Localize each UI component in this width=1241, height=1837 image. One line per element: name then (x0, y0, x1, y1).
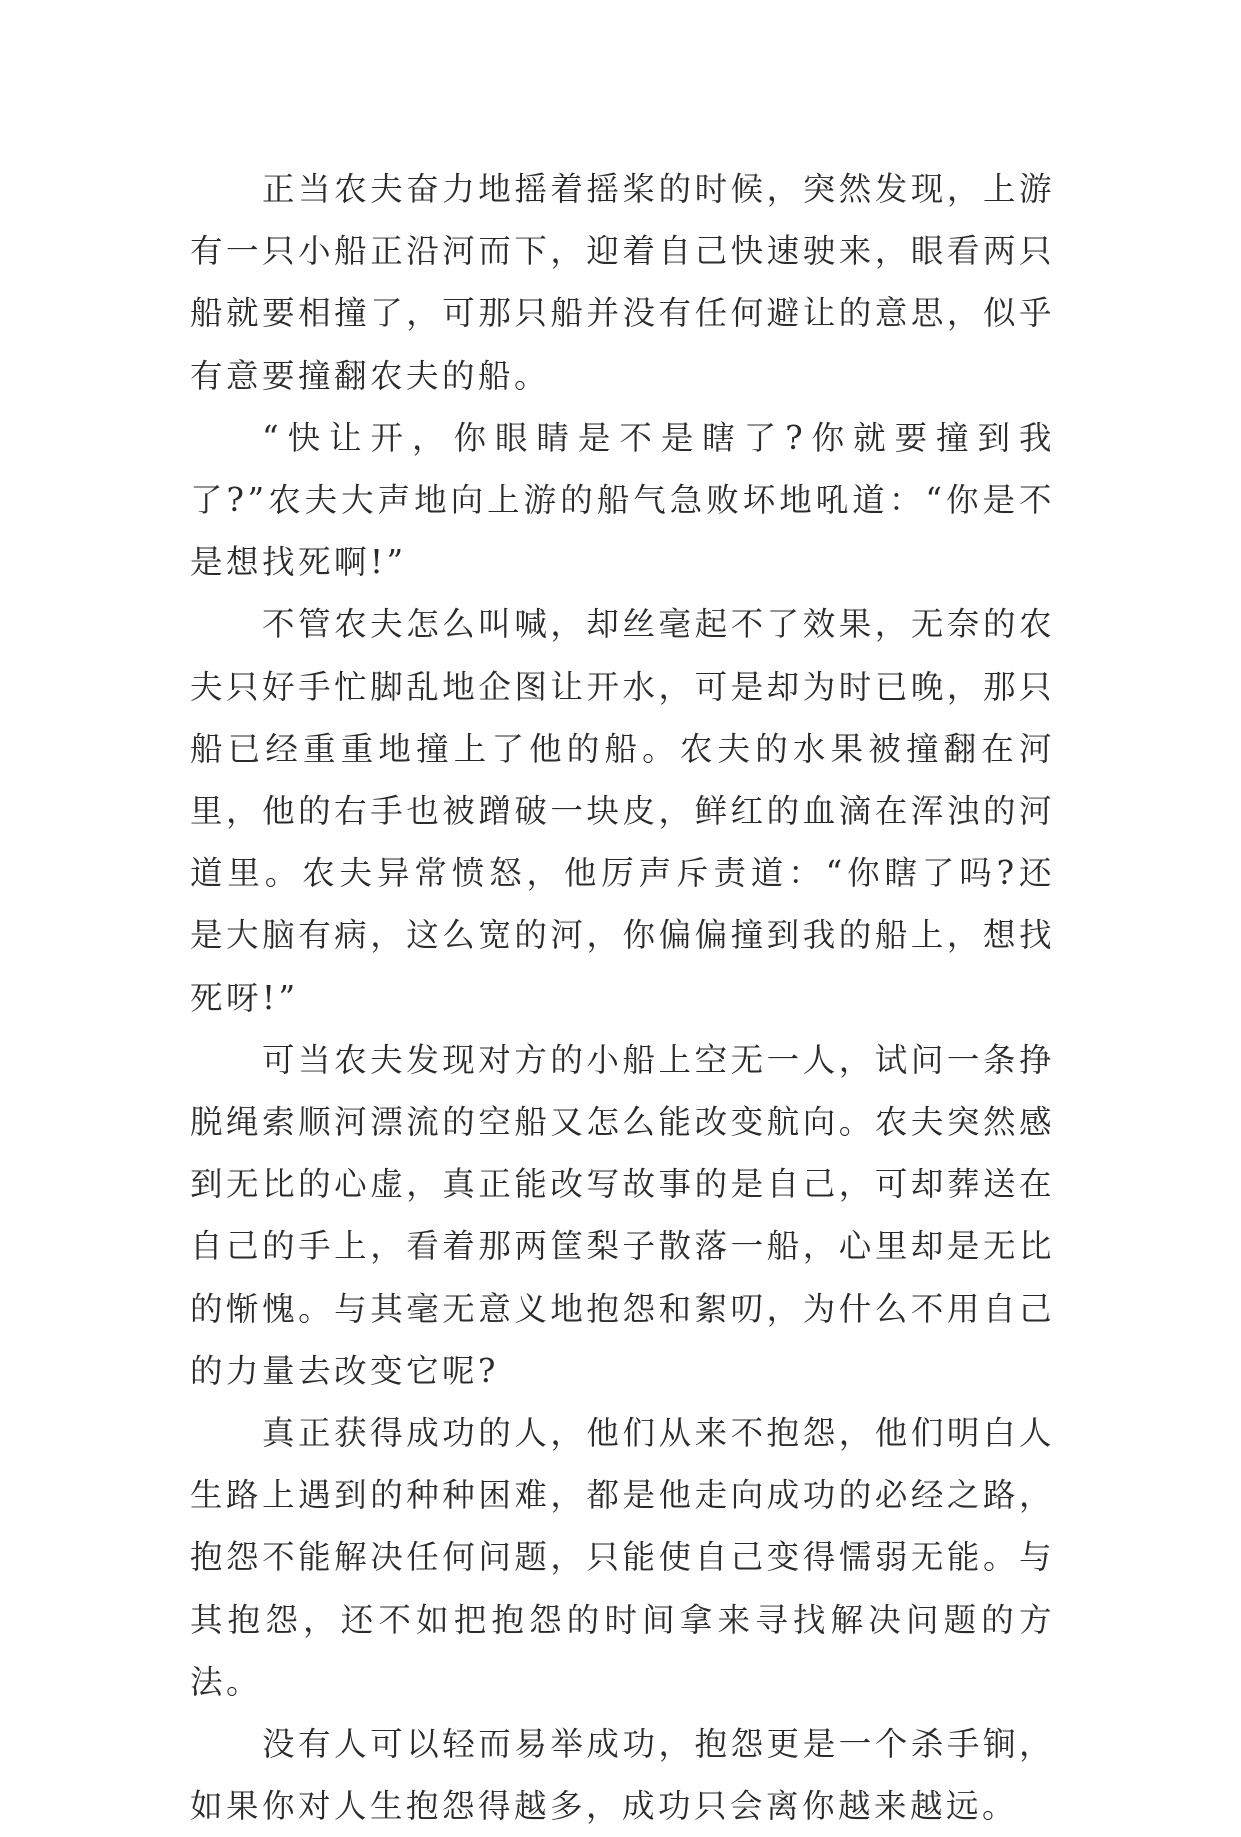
document-body (190, 158, 1055, 1837)
paragraph-1: 正当农夫奋力地摇着摇桨的时候，突然发现，上游有一只小船正沿河而下，迎着自己快速驶来，眼看两只船就要相撞了，可那只船并没有任何避让的意思，似乎有意要撞翻农夫的船。 (190, 170, 1055, 395)
paragraph-4: 可当农夫发现对方的小船上空无一人，试问一条挣脱绳索顺河漂流的空船又怎么能改变航向。农夫突然感到无比的心虚，真正能改写故事的是自己，可却葬送在自己的手上，看着那两筐梨子散落一船，心里却是无比的惭愧。与其毫无意义地抱怨和絮叨，为什么不用自己的力量去改变它呢? (190, 1040, 1055, 1390)
paragraph-6: 没有人可以轻而易举成功，抱怨更是一个杀手锏，如果你对人生抱怨得越多，成功只会离你越来越远。 (190, 1725, 1055, 1826)
paragraph-2: “快让开，你眼睛是不是瞎了?你就要撞到我了?”农夫大声地向上游的船气急败坏地吼道：“你是不是想找死啊!” (190, 418, 1055, 582)
paragraph-5: 真正获得成功的人，他们从来不抱怨，他们明白人生路上遇到的种种困难，都是他走向成功的必经之路，抱怨不能解决任何问题，只能使自己变得懦弱无能。与其抱怨，还不如把抱怨的时间拿来寻找解决问题的方法。 (190, 1414, 1055, 1701)
paragraph-3: 不管农夫怎么叫喊，却丝毫起不了效果，无奈的农夫只好手忙脚乱地企图让开水，可是却为时已晚，那只船已经重重地撞上了他的船。农夫的水果被撞翻在河里，他的右手也被蹭破一块皮，鲜红的血滴在浑浊的河道里。农夫异常愤怒，他厉声斥责道：“你瞎了吗?还是大脑有病，这么宽的河，你偏偏撞到我的船上，想找死呀!” (190, 605, 1055, 1017)
